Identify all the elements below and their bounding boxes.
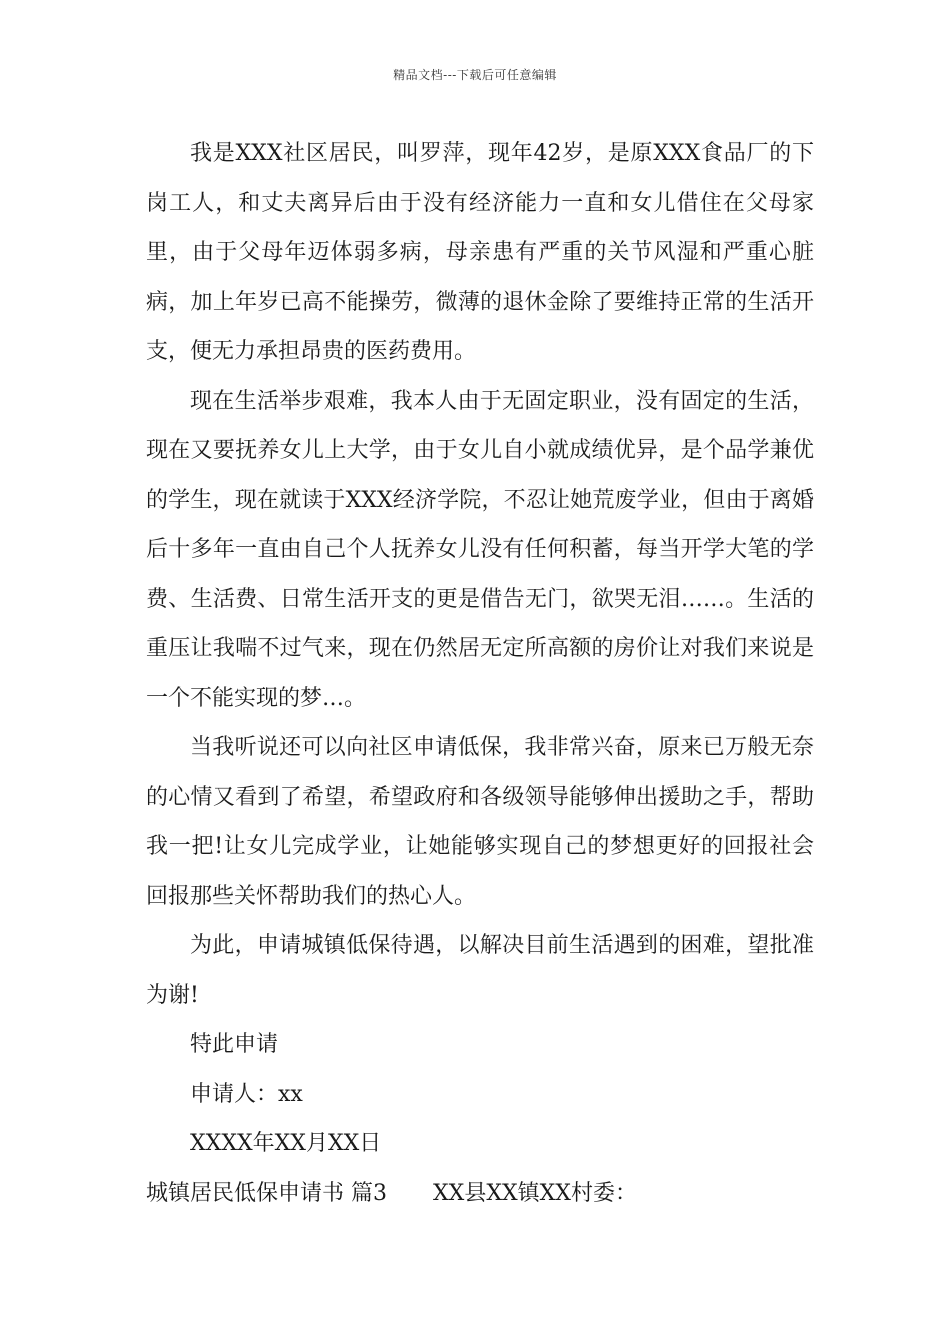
paragraph-living-hardship: 现在生活举步艰难，我本人由于无固定职业，没有固定的生活，现在又要抚养女儿上大学，由于女儿自小就成绩优异，是个品学兼优的学生，现在就读于XXX经济学院，不忍让她荒废学业，但由于离婚后十多年一直由自己个人抚养女儿没有任何积蓄，每当开学大笔的学费、生活费、日常生活开支的更是借告无门，欲哭无泪……。生活的重压让我喘不过气来，现在仍然居无定所高额的房价让对我们来说是一个不能实现的梦…。 xyxy=(146,388,814,711)
next-section-heading xyxy=(146,1169,814,1219)
paragraph-family-situation: 我是XXX社区居民，叫罗萍，现年42岁，是原XXX食品厂的下岗工人，和丈夫离异后由于没有经济能力一直和女儿借住在父母家里，由于父母年迈体弱多病，母亲患有严重的关节风湿和严重心脏病，加上年岁已高不能操劳，微薄的退休金除了要维持正常的生活开支，便无力承担昂贵的医药费用。 xyxy=(146,141,814,364)
section-title: 城镇居民低保申请书 篇3 xyxy=(146,1180,387,1206)
applicant-line: 申请人：xx xyxy=(190,1081,303,1107)
page-header: 精品文档---下载后可任意编辑 xyxy=(393,68,557,82)
date-line: XXXX年XX月XX日 xyxy=(190,1131,382,1156)
paragraph-request: 为此，申请城镇低保待遇，以解决目前生活遇到的困难，望批准为谢! xyxy=(146,933,814,1008)
closing-remark: 特此申请 xyxy=(190,1032,279,1057)
document-body xyxy=(146,129,814,1218)
paragraph-hope-for-aid: 当我听说还可以向社区申请低保，我非常兴奋，原来已万般无奈的心情又看到了希望，希望政府和各级领导能够伸出援助之手，帮助我一把!让女儿完成学业，让她能够实现自己的梦想更好的回报社会回报那些关怀帮助我们的热心人。 xyxy=(146,735,814,909)
section-addressee: XX县XX镇XX村委： xyxy=(433,1180,637,1206)
